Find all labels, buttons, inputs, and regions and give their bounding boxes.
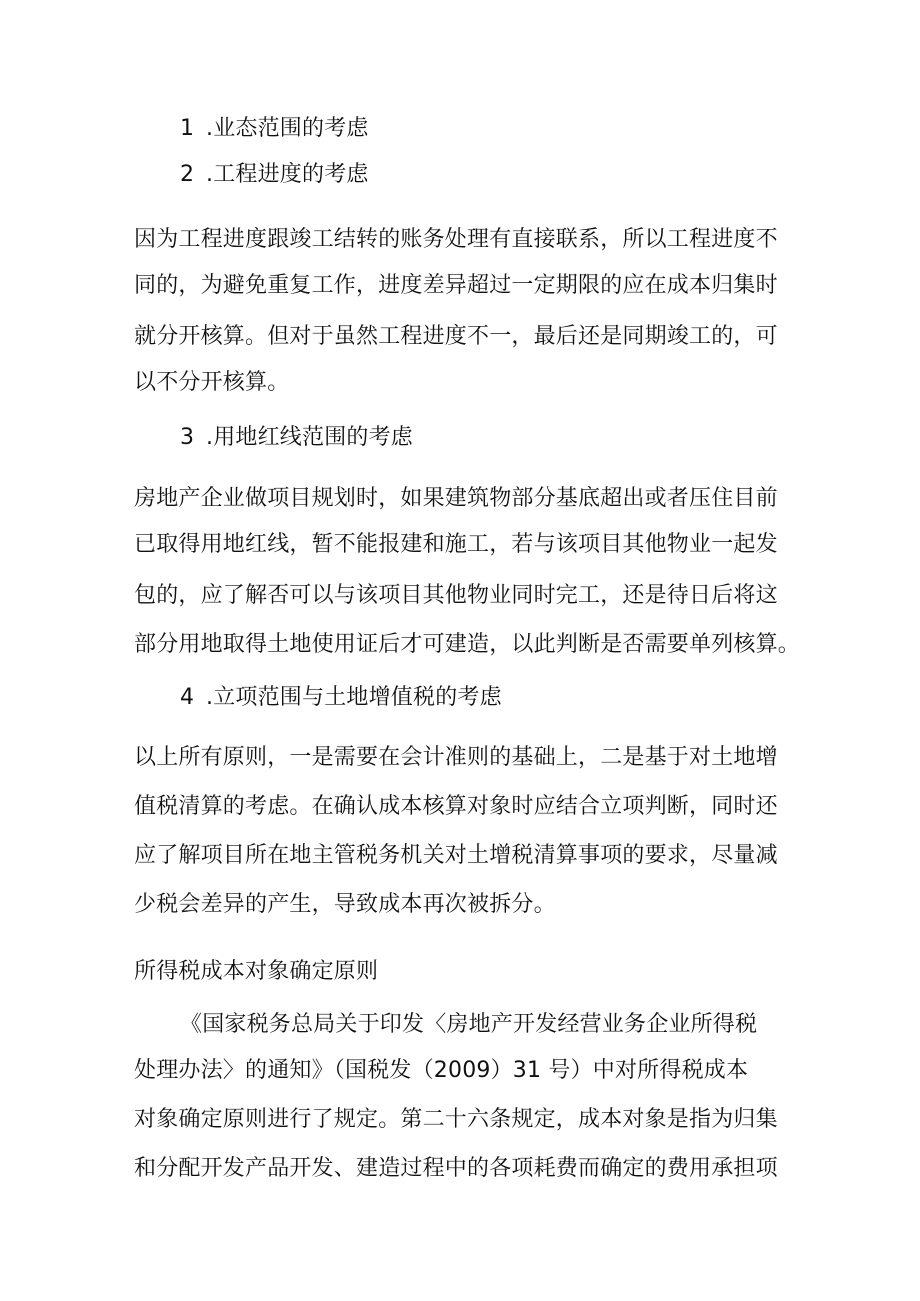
heading-3-text: .用地红线范围的考虑 xyxy=(206,425,413,450)
paragraph-1-line-1: 因为工程进度跟竣工结转的账务处理有直接联系，所以工程进度不 xyxy=(134,227,778,252)
paragraph-2-line-1: 房地产企业做项目规划时，如果建筑物部分基底超出或者压住目前 xyxy=(134,486,778,511)
heading-2 xyxy=(180,160,369,190)
paragraph-3-line-2: 值税清算的考虑。在确认成本核算对象时应结合立项判断，同时还 xyxy=(134,794,778,819)
heading-3-number: 3 xyxy=(180,425,195,450)
heading-2-text: .工程进度的考虑 xyxy=(206,162,369,187)
paragraph-3-line-4: 少税会差异的产生，导致成本再次被拆分。 xyxy=(134,892,556,917)
heading-3 xyxy=(180,423,413,453)
heading-4-number: 4 xyxy=(180,685,195,710)
paragraph-4-line-3: 对象确定原则进行了规定。第二十六条规定，成本对象是指为归集 xyxy=(134,1107,778,1132)
paragraph-4-line-2: 处理办法〉的通知》（国税发（2009）31 号）中对所得税成本 xyxy=(134,1058,749,1083)
paragraph-1-line-2: 同的，为避免重复工作，进度差异超过一定期限的应在成本归集时 xyxy=(134,273,778,298)
paragraph-2-line-4: 部分用地取得土地使用证后才可建造，以此判断是否需要单列核算。 xyxy=(134,632,801,657)
heading-4 xyxy=(180,683,502,713)
paragraph-3-line-3: 应了解项目所在地主管税务机关对土增税清算事项的要求，尽量减 xyxy=(134,843,778,868)
paragraph-3-line-1: 以上所有原则，一是需要在会计准则的基础上，二是基于对土地增 xyxy=(134,745,778,770)
paragraph-1-line-4: 以不分开核算。 xyxy=(134,370,290,395)
paragraph-4-line-4: 和分配开发产品开发、建造过程中的各项耗费而确定的费用承担项 xyxy=(134,1156,778,1181)
heading-2-number: 2 xyxy=(180,162,195,187)
heading-1 xyxy=(180,114,369,144)
paragraph-2-line-3: 包的，应了解否可以与该项目其他物业同时完工，还是待日后将这 xyxy=(134,583,778,608)
paragraph-1-line-3: 就分开核算。但对于虽然工程进度不一，最后还是同期竣工的，可 xyxy=(134,324,778,349)
paragraph-4-line-1: 《国家税务总局关于印发〈房地产开发经营业务企业所得税 xyxy=(180,1012,758,1037)
heading-4-text: .立项范围与土地增值税的考虑 xyxy=(206,685,502,710)
heading-1-number: 1 xyxy=(180,116,195,141)
section-title: 所得税成本对象确定原则 xyxy=(134,959,379,984)
heading-1-text: .业态范围的考虑 xyxy=(206,116,369,141)
paragraph-2-line-2: 已取得用地红线，暂不能报建和施工，若与该项目其他物业一起发 xyxy=(134,532,778,557)
